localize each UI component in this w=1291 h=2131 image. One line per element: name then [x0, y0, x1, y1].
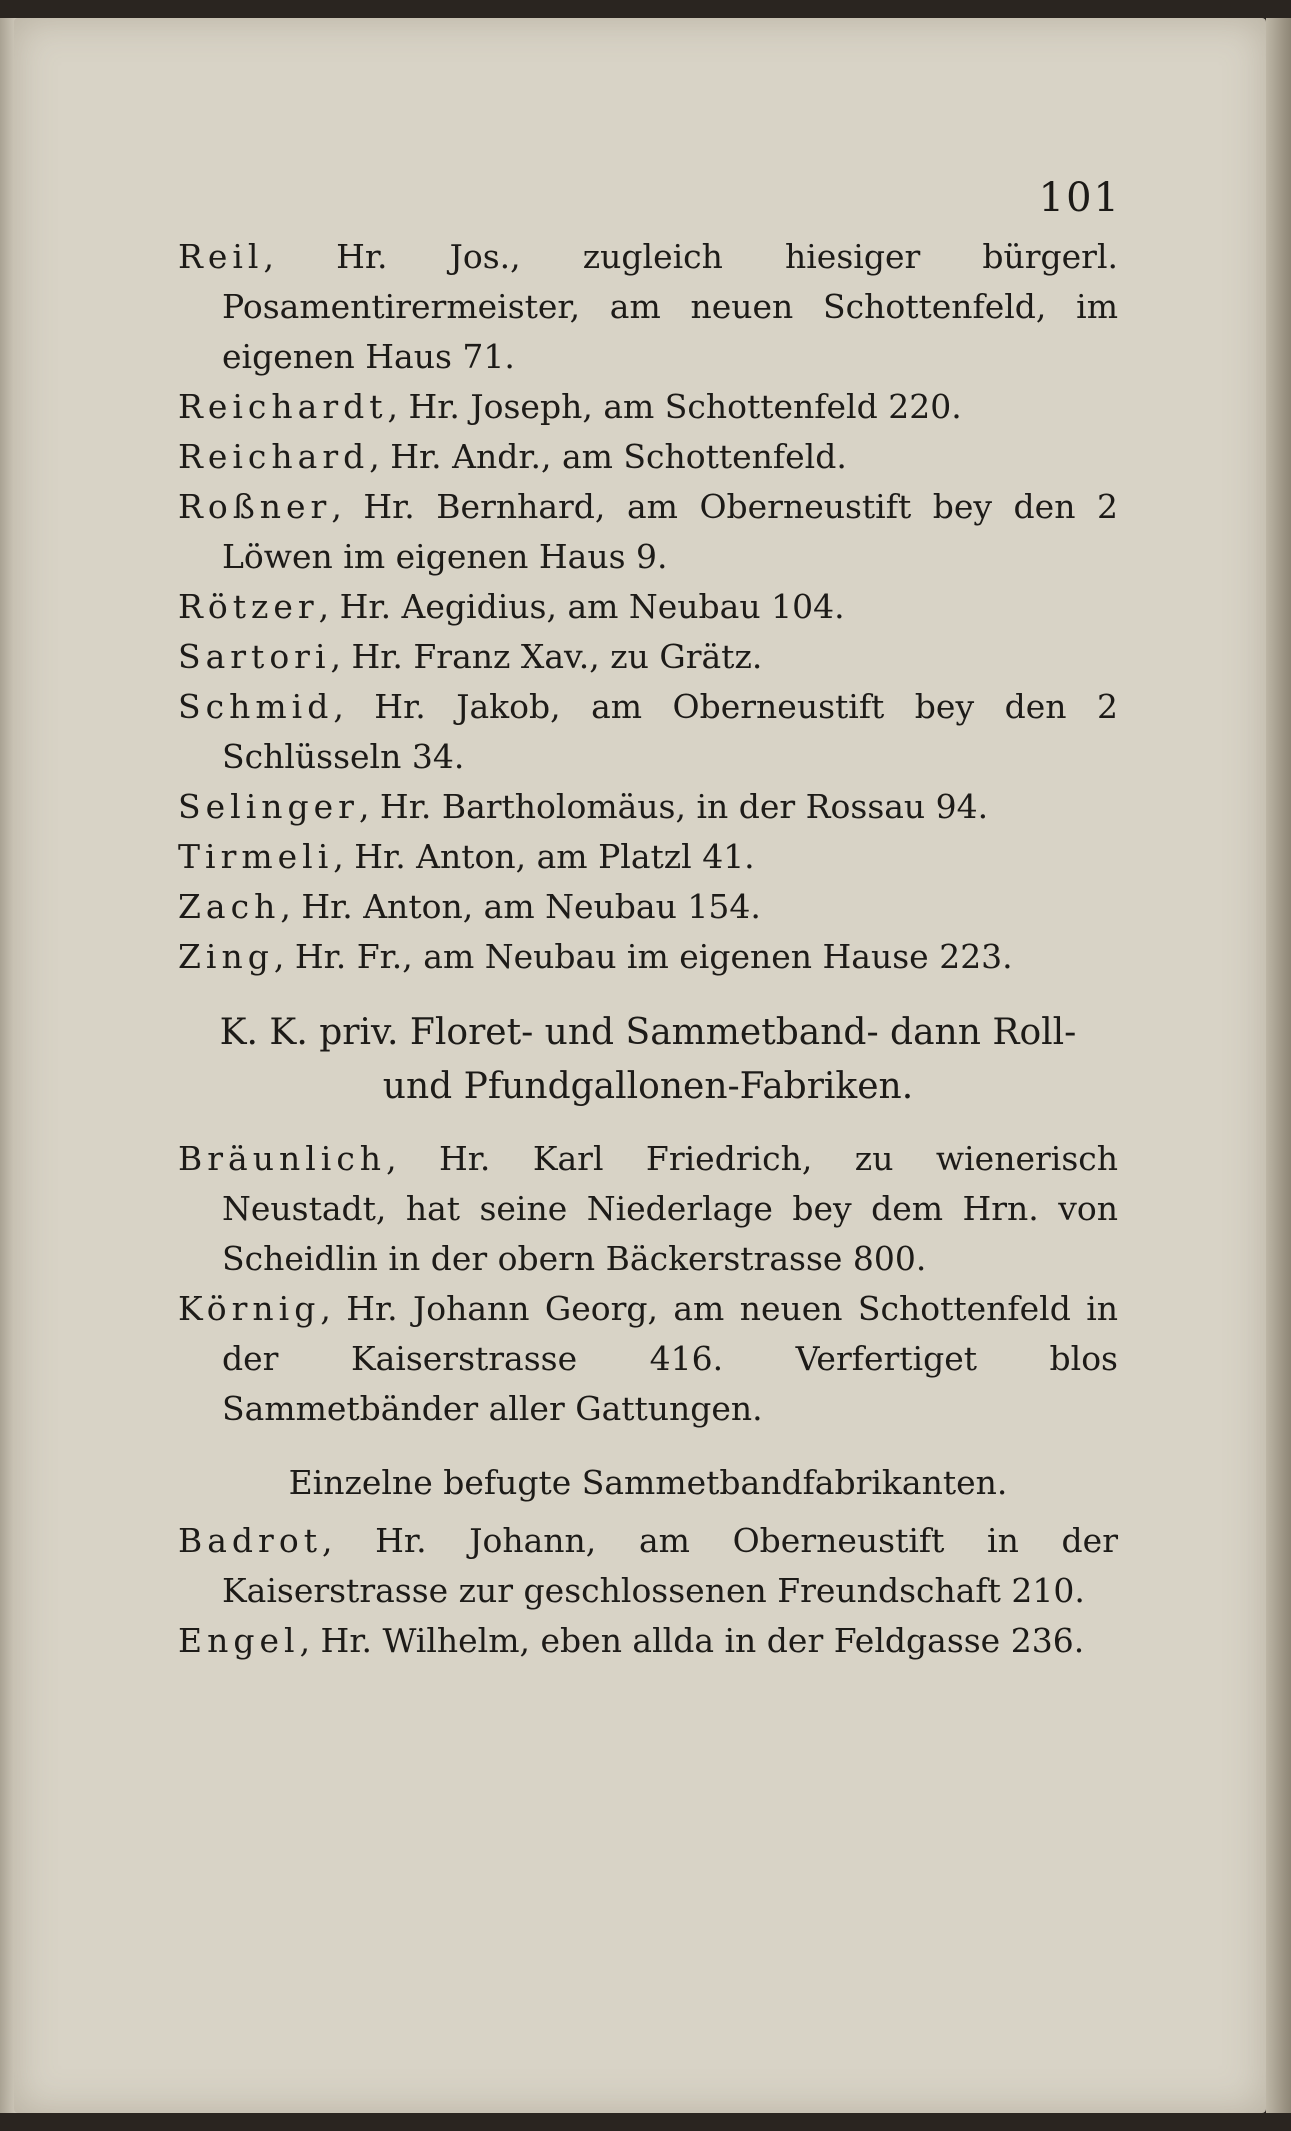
entry-details: , Hr. Johann Georg, am neuen Schottenfeld in der Kaiserstrasse 416. Verfertiget blos Sammetbänder aller Gattungen. [222, 1289, 1118, 1428]
section-subheading: Einzelne befugte Sammetbandfabrikanten. [288, 1463, 1008, 1502]
directory-entry [178, 882, 1118, 932]
entry-name: Zach [178, 887, 281, 926]
directory-entry [178, 432, 1118, 482]
entry-details: , Hr. Franz Xav., zu Grätz. [330, 637, 763, 676]
entry-details: , Hr. Bartholomäus, in der Rossau 94. [358, 787, 989, 826]
entry-name: Badrot [178, 1521, 322, 1560]
manufacturer-list [178, 232, 1118, 982]
entry-details: , Hr. Aegidius, am Neubau 104. [318, 587, 845, 626]
page-number: 101 [1038, 175, 1121, 221]
entry-name: Sartori [178, 637, 331, 676]
entry-name: Tirmeli [178, 837, 334, 876]
entry-details: , Hr. Karl Friedrich, zu wienerisch Neustadt, hat seine Niederlage bey dem Hrn. von Scheidlin in der obern Bäckerstrasse 800. [222, 1139, 1118, 1278]
entry-name: Schmid [178, 687, 334, 726]
directory-entry [178, 1516, 1118, 1616]
directory-entry [178, 1134, 1118, 1284]
entry-details: , Hr. Andr., am Schottenfeld. [369, 437, 847, 476]
entry-details: , Hr. Joseph, am Schottenfeld 220. [387, 387, 962, 426]
directory-entry [178, 682, 1118, 782]
entry-name: Zing [178, 937, 274, 976]
directory-entry [178, 832, 1118, 882]
entry-details: , Hr. Anton, am Neubau 154. [280, 887, 761, 926]
entry-name: Bräunlich [178, 1139, 387, 1178]
factory-list [178, 1134, 1118, 1434]
directory-entry [178, 582, 1118, 632]
entry-details: , Hr. Wilhelm, eben allda in der Feldgasse 236. [299, 1621, 1085, 1660]
entry-name: Reichard [178, 437, 370, 476]
directory-entry [178, 932, 1118, 982]
entry-details: , Hr. Anton, am Platzl 41. [333, 837, 755, 876]
page-text [178, 232, 1118, 1666]
entry-details: , Hr. Fr., am Neubau im eigenen Hause 223. [273, 937, 1013, 976]
directory-entry [178, 482, 1118, 582]
entry-name: Rötzer [178, 587, 319, 626]
entry-name: Körnig [178, 1289, 321, 1328]
directory-entry [178, 1284, 1118, 1434]
entry-name: Engel [178, 1621, 300, 1660]
directory-entry [178, 782, 1118, 832]
individual-maker-list [178, 1516, 1118, 1666]
directory-entry [178, 232, 1118, 382]
entry-details: , Hr. Jakob, am Oberneustift bey den 2 Schlüsseln 34. [222, 687, 1118, 776]
directory-entry [178, 382, 1118, 432]
entry-details: , Hr. Johann, am Oberneustift in der Kaiserstrasse zur geschlossenen Freundschaft 210. [222, 1521, 1118, 1610]
entry-name: Reil [178, 237, 264, 276]
section-heading: K. K. priv. Floret- und Sammetband- dann Roll- und Pfundgallonen-Fabriken. [219, 1012, 1077, 1107]
directory-entry [178, 1616, 1118, 1666]
entry-name: Reichardt [178, 387, 388, 426]
page-edge [1266, 18, 1291, 2113]
entry-details: , Hr. Bernhard, am Oberneustift bey den 2 Löwen im eigenen Haus 9. [222, 487, 1118, 576]
entry-name: Roßner [178, 487, 332, 526]
entry-name: Selinger [178, 787, 359, 826]
directory-entry [178, 632, 1118, 682]
entry-details: , Hr. Jos., zugleich hiesiger bürgerl. Posamentirermeister, am neuen Schottenfeld, im eigenen Haus 71. [222, 237, 1118, 376]
